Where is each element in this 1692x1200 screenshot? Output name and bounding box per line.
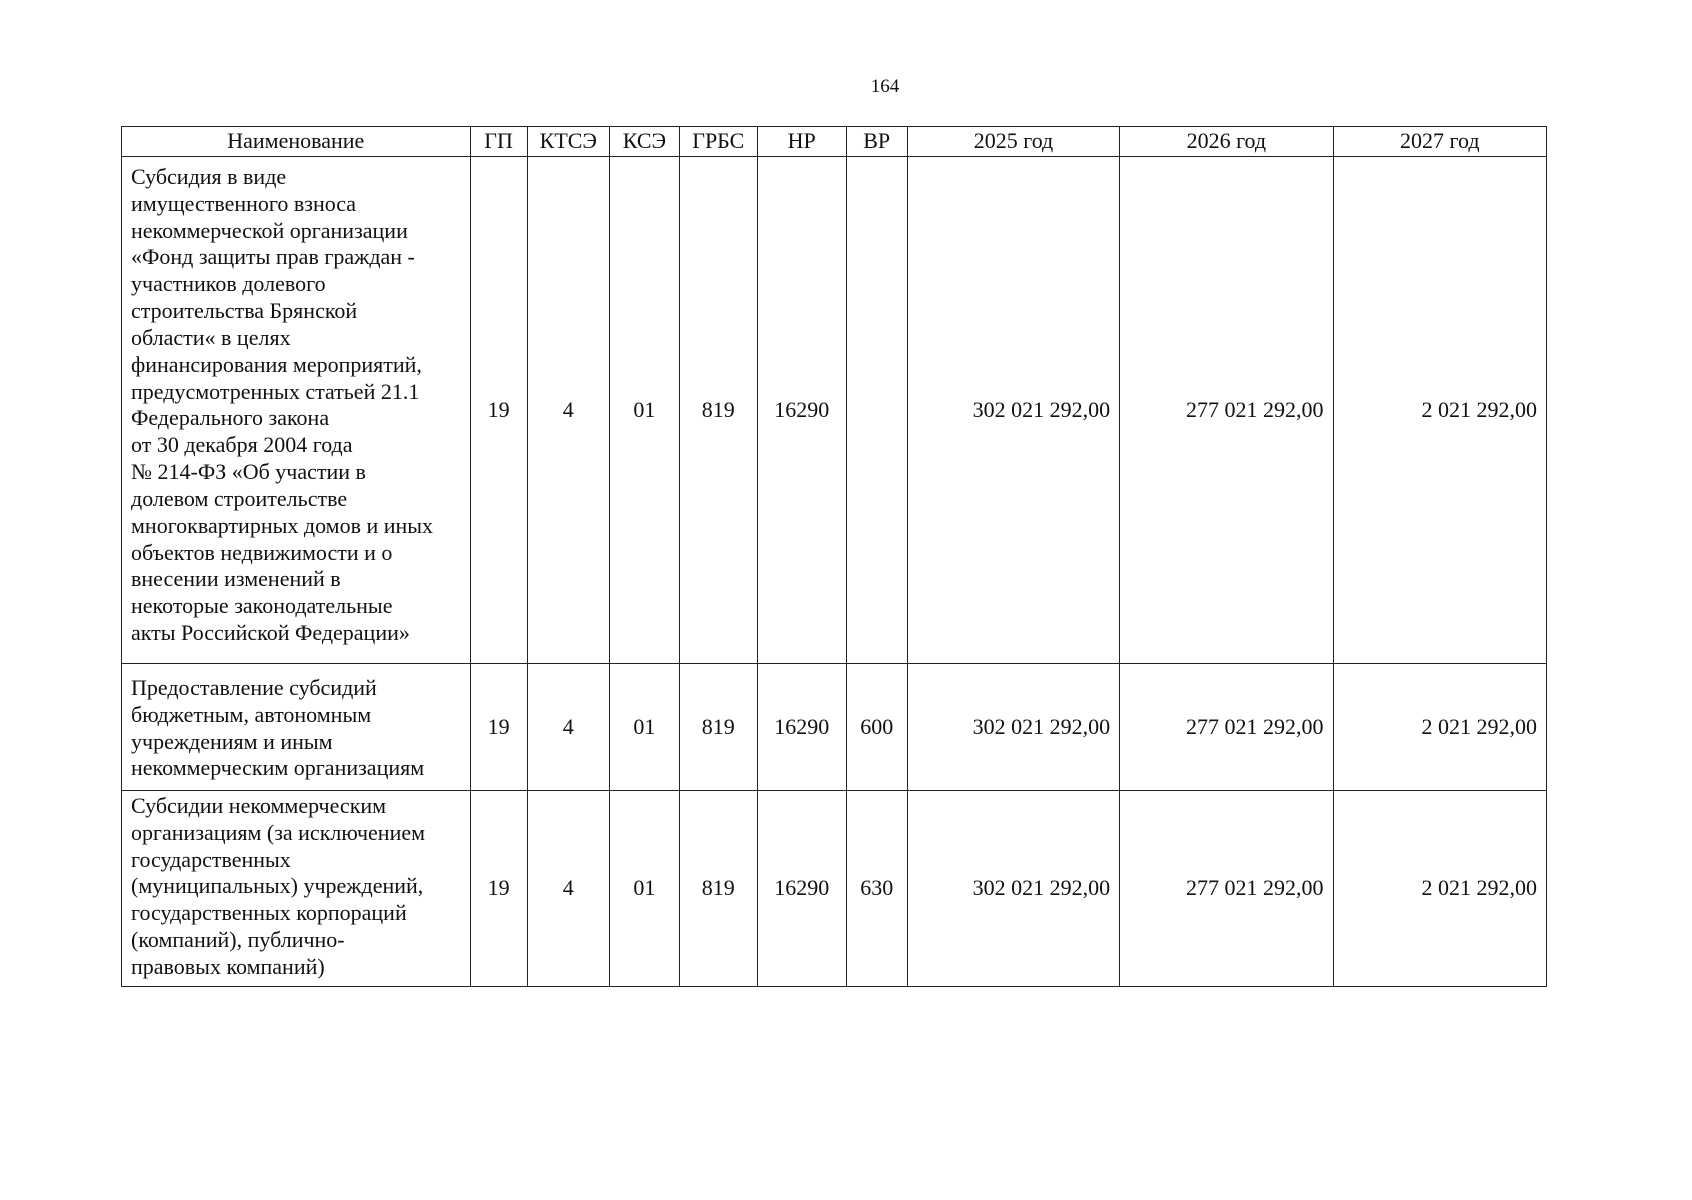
row-name-text: Субсидия в виде имущественного взноса некоммерческой организации «Фонд защиты прав граждан - участников долевого строительства Брянской области« в целях финансирования мероприятий, предусмотренных статьей 21.1 Федерального закона от 30 декабря 2004 года № 214-ФЗ «Об участии в долевом строительстве многоквартирных домов и иных объектов недвижимости и о внесении изменений в некоторые законодательные акты Российской Федерации» <box>131 164 434 646</box>
cell-ktse: 4 <box>527 664 609 791</box>
header-name: Наименование <box>122 127 471 157</box>
table-row <box>122 664 1547 791</box>
cell-2025: 302 021 292,00 <box>907 791 1119 987</box>
cell-np: 16290 <box>757 791 846 987</box>
cell-2026: 277 021 292,00 <box>1120 791 1333 987</box>
cell-np: 16290 <box>757 157 846 664</box>
cell-kse: 01 <box>610 791 680 987</box>
cell-kse: 01 <box>610 664 680 791</box>
cell-2027: 2 021 292,00 <box>1333 664 1546 791</box>
cell-name <box>122 791 471 987</box>
header-kse: КСЭ <box>610 127 680 157</box>
cell-grbs: 819 <box>679 791 757 987</box>
table-row <box>122 791 1547 987</box>
page-number: 164 <box>870 76 900 97</box>
header-row <box>122 127 1547 157</box>
header-2025: 2025 год <box>907 127 1119 157</box>
table-row <box>122 157 1547 664</box>
header-vr: ВР <box>846 127 907 157</box>
cell-2025: 302 021 292,00 <box>907 664 1119 791</box>
cell-2026: 277 021 292,00 <box>1120 157 1333 664</box>
cell-2027: 2 021 292,00 <box>1333 157 1546 664</box>
budget-table <box>121 126 1547 987</box>
cell-2025: 302 021 292,00 <box>907 157 1119 664</box>
cell-gp: 19 <box>470 791 527 987</box>
cell-np: 16290 <box>757 664 846 791</box>
cell-grbs: 819 <box>679 664 757 791</box>
header-np: НР <box>757 127 846 157</box>
header-2027: 2027 год <box>1333 127 1546 157</box>
header-2026: 2026 год <box>1120 127 1333 157</box>
cell-vr: 630 <box>846 791 907 987</box>
cell-ktse: 4 <box>527 791 609 987</box>
cell-grbs: 819 <box>679 157 757 664</box>
cell-2027: 2 021 292,00 <box>1333 791 1546 987</box>
cell-gp: 19 <box>470 664 527 791</box>
cell-2026: 277 021 292,00 <box>1120 664 1333 791</box>
row-name-text: Субсидии некоммерческим организациям (за исключением государственных (муниципальных) учреждений, государственных корпораций (компаний), публично- правовых компаний) <box>131 793 426 979</box>
cell-name <box>122 664 471 791</box>
header-ktse: КТСЭ <box>527 127 609 157</box>
cell-name <box>122 157 471 664</box>
row-name-text: Предоставление субсидий бюджетным, автономным учреждениям и иным некоммерческим организациям <box>131 674 425 781</box>
cell-vr <box>846 157 907 664</box>
cell-ktse: 4 <box>527 157 609 664</box>
cell-kse: 01 <box>610 157 680 664</box>
cell-gp: 19 <box>470 157 527 664</box>
header-grbs: ГРБС <box>679 127 757 157</box>
header-gp: ГП <box>470 127 527 157</box>
cell-vr: 600 <box>846 664 907 791</box>
